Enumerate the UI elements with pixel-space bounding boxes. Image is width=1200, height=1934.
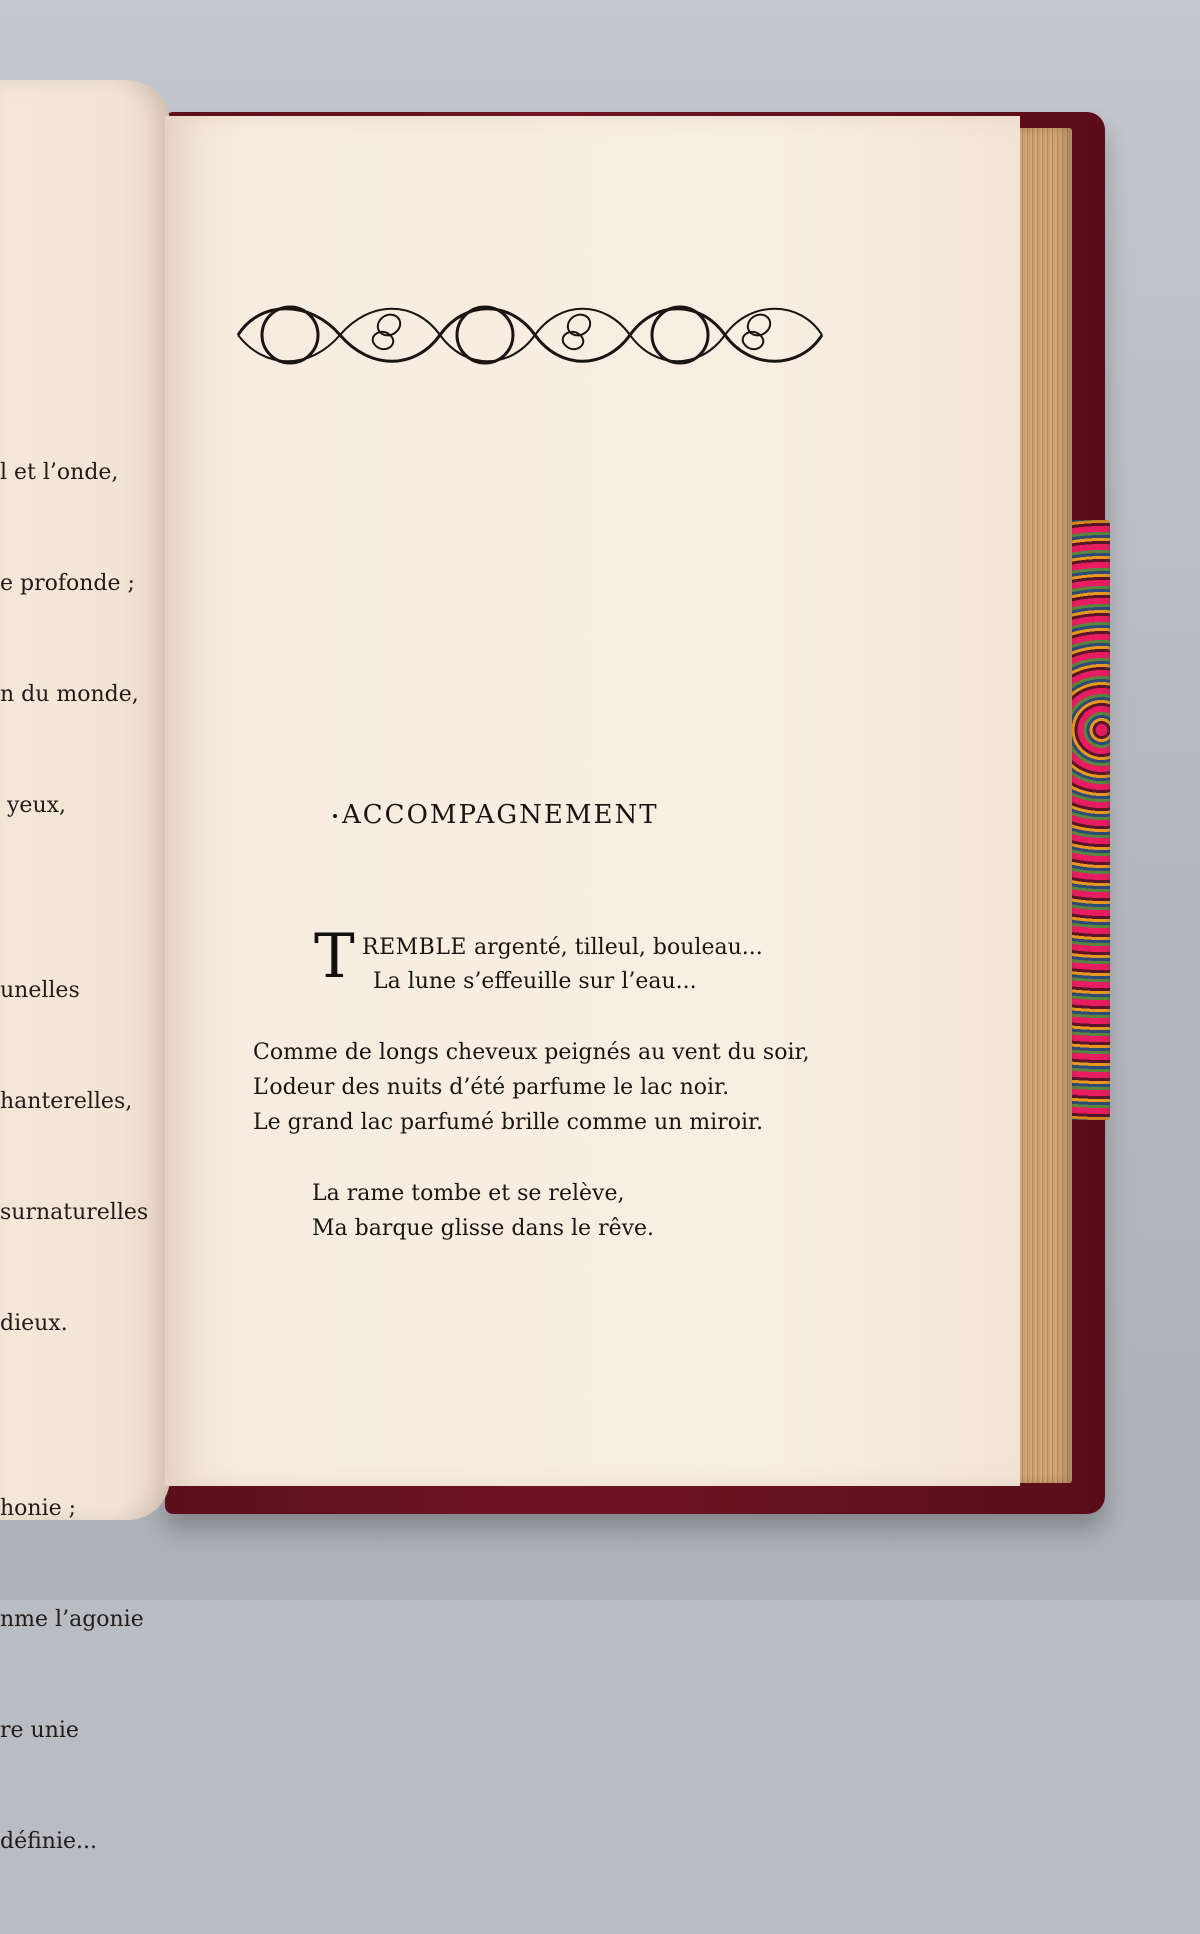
left-line: n du monde, xyxy=(0,682,139,707)
poem-line: L’odeur des nuits d’été parfume le lac noir. xyxy=(253,1075,730,1100)
poem-line-lead: REMBLE xyxy=(362,935,467,960)
left-line: unelles xyxy=(0,978,80,1003)
poem-line xyxy=(362,930,763,966)
ornament-icon xyxy=(230,290,830,380)
poem-line: Ma barque glisse dans le rêve. xyxy=(312,1216,655,1241)
left-line: yeux, xyxy=(0,793,67,818)
drop-cap: T xyxy=(314,921,355,992)
poem-line: La lune s’effeuille sur l’eau... xyxy=(373,969,697,994)
marbled-endpaper xyxy=(1068,520,1110,1120)
poem-line: Le grand lac parfumé brille comme un miroir. xyxy=(253,1110,764,1135)
left-line: surnaturelles xyxy=(0,1200,149,1225)
title-ornament-dot xyxy=(333,814,337,818)
left-page xyxy=(0,80,170,1854)
left-line: hanterelles, xyxy=(0,1089,133,1114)
left-line: définie... xyxy=(0,1829,97,1854)
left-line: l et l’onde, xyxy=(0,460,119,485)
left-line: dieux. xyxy=(0,1311,68,1336)
left-page-text xyxy=(0,380,148,1934)
left-line: honie ; xyxy=(0,1496,77,1521)
poem-title: ACCOMPAGNEMENT xyxy=(342,800,659,830)
left-line: re unie xyxy=(0,1718,79,1743)
left-line: e profonde ; xyxy=(0,571,135,596)
poem-line: Comme de longs cheveux peignés au vent du soir, xyxy=(253,1040,810,1065)
poem-line: La rame tombe et se relève, xyxy=(312,1181,625,1206)
left-line: nme l’agonie xyxy=(0,1607,144,1632)
poem-line-rest: argenté, tilleul, bouleau... xyxy=(467,935,763,960)
